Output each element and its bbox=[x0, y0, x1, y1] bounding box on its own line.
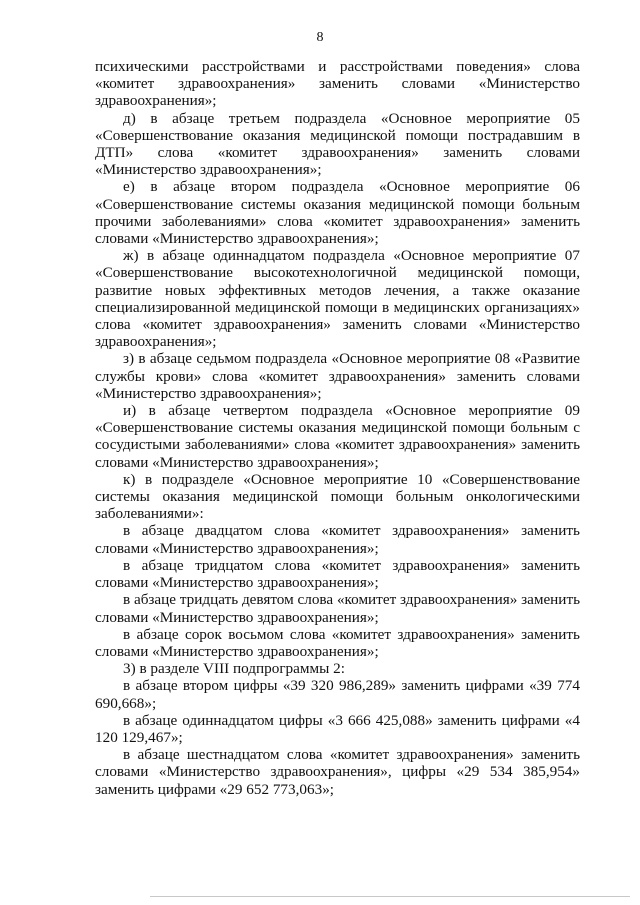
paragraph-sub-2: в абзаце втором цифры «39 320 986,289» заменить цифрами «39 774 690,668»; bbox=[95, 677, 580, 712]
paragraph-item-z: з) в абзаце седьмом подраздела «Основное мероприятие 08 «Развитие службы крови» слова «комитет здравоохранения» заменить словами «Министерство здравоохранения»; bbox=[95, 350, 580, 402]
paragraph-item-k: к) в подразделе «Основное мероприятие 10 «Совершенствование системы оказания медицинской помощи больным онкологическими заболеваниями»: bbox=[95, 470, 580, 523]
paragraph-sub-30: в абзаце тридцатом слова «комитет здравоохранения» заменить словами «Министерство здравоохранения»; bbox=[95, 556, 580, 592]
paragraph-item-e: е) в абзаце втором подраздела «Основное мероприятие 06 «Совершенствование системы оказания медицинской помощи больным прочими заболеваниями» слова «комитет здравоохранения» заменить словами «Министерство здравоохранения»; bbox=[95, 178, 580, 248]
document-body bbox=[95, 58, 580, 798]
paragraph-sub-11: в абзаце одиннадцатом цифры «3 666 425,088» заменить цифрами «4 120 129,467»; bbox=[95, 711, 580, 746]
paragraph-continuation: психическими расстройствами и расстройствами поведения» слова «комитет здравоохранения» заменить словами «Министерство здравоохранения»; bbox=[95, 58, 580, 110]
page-number: 8 bbox=[316, 30, 324, 45]
paragraph-sub-48: в абзаце сорок восьмом слова «комитет здравоохранения» заменить словами «Министерство здравоохранения»; bbox=[95, 625, 580, 660]
paragraph-item-zh: ж) в абзаце одиннадцатом подраздела «Основное мероприятие 07 «Совершенствование высокотехнологичной медицинской помощи, развитие новых эффективных методов лечения, а также оказание специализированной медицинской помощи в медицинских организациях» слова «комитет здравоохранения» заменить словами «Министерство здравоохранения»; bbox=[95, 247, 580, 351]
paragraph-sub-16: в абзаце шестнадцатом слова «комитет здравоохранения» заменить словами «Министерство здравоохранения», цифры «29 534 385,954» заменить цифрами «29 652 773,063»; bbox=[95, 746, 580, 798]
paragraph-item-3: 3) в разделе VIII подпрограммы 2: bbox=[123, 660, 345, 678]
paragraph-sub-20: в абзаце двадцатом слова «комитет здравоохранения» заменить словами «Министерство здравоохранения»; bbox=[95, 522, 580, 557]
paragraph-item-i: и) в абзаце четвертом подраздела «Основное мероприятие 09 «Совершенствование системы оказания медицинской помощи больным с сосудистыми заболеваниями» слова «комитет здравоохранения» заменить словами «Министерство здравоохранения»; bbox=[95, 402, 580, 471]
scan-edge-divider bbox=[150, 896, 630, 897]
paragraph-item-d: д) в абзаце третьем подраздела «Основное мероприятие 05 «Совершенствование оказания медицинской помощи пострадавшим в ДТП» слова «комитет здравоохранения» заменить словами «Министерство здравоохранения»; bbox=[95, 109, 580, 179]
paragraph-sub-39: в абзаце тридцать девятом слова «комитет здравоохранения» заменить словами «Министерство здравоохранения»; bbox=[95, 591, 581, 626]
